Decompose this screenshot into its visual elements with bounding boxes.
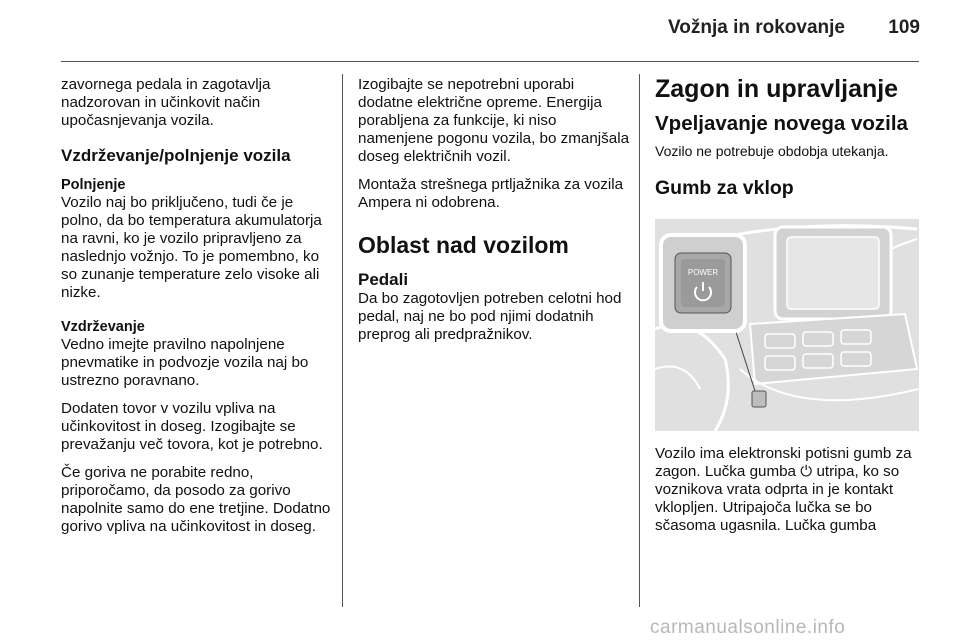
paragraph: Vozilo naj bo priključeno, tudi če je polno, da bo temperatura akumulatorja na ravni, ko je vozilo pripravljeno za naslednjo vožnjo. To je pomembno, ko so zunanje temperature zelo visoke ali nizke.	[61, 194, 322, 301]
watermark: carmanualsonline.info	[650, 617, 846, 638]
power-button-description	[655, 445, 923, 535]
column-divider-1	[342, 74, 343, 607]
paragraph: Če goriva ne porabite redno, priporočamo, da posodo za gorivo napolnite samo do ene tretjine. Dodatno gorivo vpliva na učinkovitost in doseg.	[61, 464, 331, 535]
subheading: Vzdrževanje	[61, 319, 145, 335]
running-header-title: Vožnja in rokovanje	[667, 17, 845, 38]
header-divider	[61, 61, 919, 62]
page-number: 109	[888, 17, 920, 38]
column-3	[655, 74, 923, 200]
paragraph: Vozilo ne potrebuje obdobja utekanja.	[655, 143, 889, 159]
chapter-heading: Zagon in upravljanje	[655, 75, 899, 103]
subheading: Polnjenje	[61, 177, 126, 193]
section-heading: Gumb za vklop	[655, 177, 794, 199]
column-1	[61, 76, 331, 546]
paragraph: Da bo zagotovljen potreben celotni hod pedal, naj ne bo pod njimi dodatnih preprog ali predpražnikov.	[358, 290, 622, 343]
column-divider-2	[639, 74, 640, 607]
column-2	[358, 76, 630, 354]
power-label: POWER	[687, 268, 719, 277]
paragraph: Izogibajte se nepotrebni uporabi dodatne električne opreme. Energija porabljena za funkcije, ki niso namenjene pogonu vozila, bo zmanjšala doseg električnih vozil.	[358, 76, 630, 165]
section-heading: Vzdrževanje/polnjenje vozila	[61, 146, 291, 165]
paragraph: Vozilo ima elektronski potisni gumb za zagon. Lučka gumba ⏻ utripa, ko so voznikova vrata odprta in je kontakt vklopljen. Utripajoča lučka se bo sčasoma ugasnila. Lučka gumba	[655, 445, 912, 534]
paragraph: Montaža strešnega prtljažnika za vozila Ampera ni odobrena.	[358, 176, 624, 211]
power-button-illustration	[655, 219, 919, 431]
paragraph: Dodaten tovor v vozilu vpliva na učinkovitost in doseg. Izogibajte se prevažanju več tovora, kot je potrebno.	[61, 400, 323, 453]
section-heading: Oblast nad vozilom	[358, 232, 569, 258]
section-heading: Vpeljavanje novega vozila	[655, 112, 908, 135]
subheading: Pedali	[358, 270, 409, 289]
paragraph: zavornega pedala in zagotavlja nadzorovan in učinkovit način upočasnjevanja vozila.	[61, 76, 271, 129]
paragraph: Vedno imejte pravilno napolnjene pnevmatike in podvozje vozila naj bo ustrezno poravnano.	[61, 336, 309, 389]
